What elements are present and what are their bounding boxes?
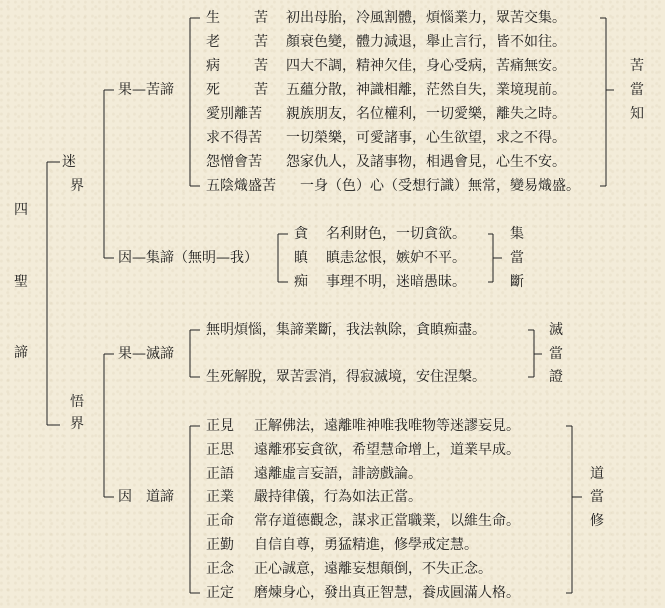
path-item-desc: 遠離虛言妄語，誹謗戲論。	[254, 466, 422, 482]
path-truth-label: 因 道諦	[118, 489, 174, 505]
suffering-item-name: 求不得苦	[206, 130, 262, 146]
path-item-desc: 正心誠意，遠離妄想顛倒，不失正念。	[254, 561, 492, 577]
path-item-desc: 遠離邪妄貪欲，希望慧命增上，道業早成。	[254, 442, 520, 458]
root-char-1: 四	[14, 202, 28, 218]
path-item-name: 正定	[206, 585, 234, 601]
cessation-item-desc: 無明煩惱，集諦業斷，我法執除，貪瞋痴盡。	[206, 322, 486, 338]
origin-truth-label: 因—集諦（無明—我）	[118, 250, 258, 266]
suffering-item-name: 五陰熾盛苦	[206, 178, 276, 194]
origin-item-desc: 事理不明，迷暗愚昧。	[326, 274, 466, 290]
suffering-suffix: 苦	[254, 34, 268, 50]
suffering-truth-label: 果—苦諦	[118, 82, 174, 98]
enlightenment-world-top: 悟	[70, 394, 84, 410]
delusion-world-top: 迷	[62, 154, 76, 170]
path-item-desc: 磨煉身心，發出真正智慧，養成圓滿人格。	[254, 585, 520, 601]
origin-item-desc: 瞋恚忿恨，嫉妒不平。	[326, 250, 466, 266]
cessation-conclusion-char: 滅	[549, 322, 563, 338]
path-conclusion-char: 修	[590, 513, 604, 529]
origin-item-name: 貪	[294, 226, 308, 242]
root-char-3: 諦	[14, 345, 28, 361]
suffering-item-name: 病	[206, 58, 220, 74]
path-conclusion-char: 道	[590, 466, 604, 482]
path-item-desc: 嚴持律儀，行為如法正當。	[254, 489, 422, 505]
suffering-item-desc: 四大不調，精神欠佳，身心受病，苦痛無安。	[286, 58, 566, 74]
suffering-item-desc: 五蘊分散，神識相離，茫然自失，業境現前。	[286, 82, 566, 98]
cessation-conclusion-char: 證	[549, 369, 563, 385]
origin-conclusion-char: 當	[510, 250, 524, 266]
origin-item-name: 瞋	[294, 250, 308, 266]
path-item-name: 正思	[206, 442, 234, 458]
suffering-item-name: 怨憎會苦	[206, 154, 262, 170]
origin-conclusion-char: 集	[510, 226, 524, 242]
suffering-conclusion-char: 當	[630, 82, 644, 98]
suffering-item-desc: 初出母胎，冷風割體，煩惱業力，眾苦交集。	[286, 10, 566, 26]
path-item-desc: 常存道德觀念，謀求正當職業，以維生命。	[254, 513, 520, 529]
path-item-name: 正念	[206, 561, 234, 577]
origin-item-desc: 名利財色，一切貪欲。	[326, 226, 466, 242]
suffering-conclusion-char: 知	[630, 106, 644, 122]
suffering-item-name: 死	[206, 82, 220, 98]
origin-item-name: 痴	[294, 274, 308, 290]
suffering-item-desc: 親族朋友，名位權利，一切愛樂，離失之時。	[286, 106, 566, 122]
root-char-2: 聖	[14, 274, 28, 290]
cessation-item-desc: 生死解脫，眾苦雲消，得寂滅境，安住涅槃。	[206, 369, 486, 385]
path-item-desc: 正解佛法，遠離唯神唯我唯物等迷謬妄見。	[254, 418, 520, 434]
path-item-name: 正業	[206, 489, 234, 505]
enlightenment-world-bottom: 界	[70, 416, 84, 432]
suffering-suffix: 苦	[254, 58, 268, 74]
suffering-item-name: 老	[206, 34, 220, 50]
path-item-name: 正命	[206, 513, 234, 529]
path-item-name: 正勤	[206, 537, 234, 553]
path-item-name: 正語	[206, 466, 234, 482]
suffering-item-desc: 一切榮樂，可愛諸事，心生欲望，求之不得。	[286, 130, 566, 146]
delusion-world-bottom: 界	[70, 178, 84, 194]
suffering-item-desc: 一身（色）心（受想行識）無常，變易熾盛。	[300, 178, 580, 194]
suffering-item-desc: 顏衰色變，體力減退，舉止言行，皆不如往。	[286, 34, 566, 50]
suffering-item-name: 愛別離苦	[206, 106, 262, 122]
suffering-item-name: 生	[206, 10, 220, 26]
suffering-suffix: 苦	[254, 10, 268, 26]
origin-conclusion-char: 斷	[510, 274, 524, 290]
suffering-conclusion-char: 苦	[630, 58, 644, 74]
path-item-desc: 自信自尊，勇猛精進，修學戒定慧。	[254, 537, 478, 553]
path-item-name: 正見	[206, 418, 234, 434]
suffering-suffix: 苦	[254, 82, 268, 98]
suffering-item-desc: 怨家仇人，及諸事物，相遇會見，心生不安。	[286, 154, 566, 170]
cessation-conclusion-char: 當	[549, 346, 563, 362]
path-conclusion-char: 當	[590, 489, 604, 505]
cessation-truth-label: 果—滅諦	[118, 346, 174, 362]
